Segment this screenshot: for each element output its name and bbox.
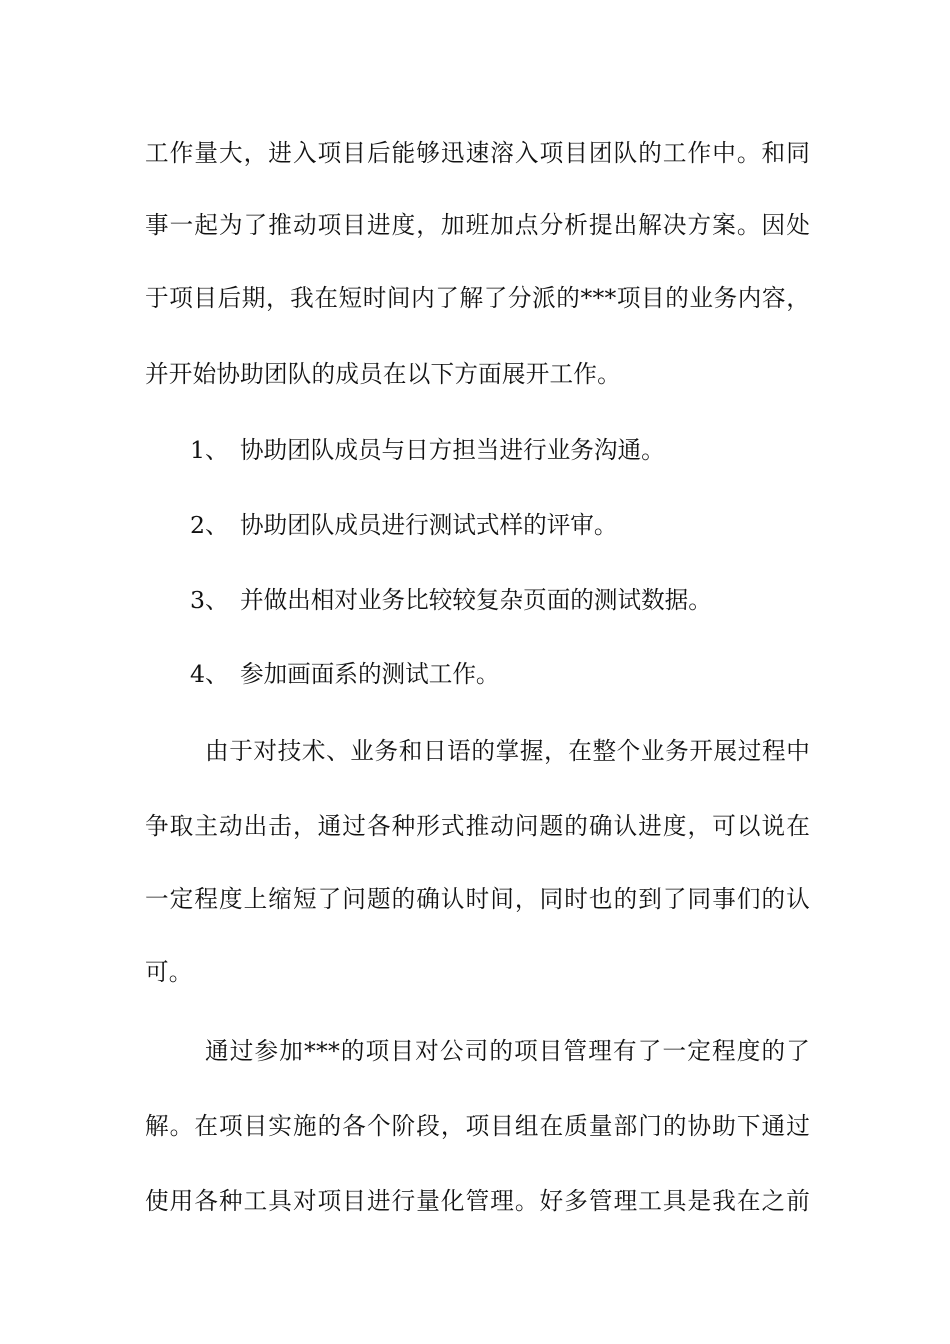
paragraph-2-line-1: 由于对技术、业务和日语的掌握，在整个业务开展过程中	[205, 737, 810, 765]
list-item-text: 并做出相对业务比较较复杂页面的测试数据。	[240, 586, 712, 614]
paragraph-3-line-3: 使用各种工具对项目进行量化管理。好多管理工具是我在之前	[145, 1187, 810, 1215]
list-item-number: 2、	[190, 511, 229, 539]
list-item-3	[190, 580, 712, 620]
paragraph-2-line-2: 争取主动出击，通过各种形式推动问题的确认进度，可以说在	[145, 812, 810, 840]
paragraph-1-line-2: 事一起为了推动项目进度，加班加点分析提出解决方案。因处	[145, 211, 810, 239]
list-item-text: 协助团队成员与日方担当进行业务沟通。	[240, 436, 665, 464]
list-item-number: 3、	[190, 586, 229, 614]
list-item-1	[190, 430, 665, 470]
paragraph-3-line-2: 解。在项目实施的各个阶段，项目组在质量部门的协助下通过	[145, 1112, 810, 1140]
paragraph-1-line-1: 工作量大，进入项目后能够迅速溶入项目团队的工作中。和同	[145, 139, 810, 167]
paragraph-1-line-4: 并开始协助团队的成员在以下方面展开工作。	[145, 360, 621, 388]
list-item-4	[190, 654, 500, 694]
paragraph-1-line-3: 于项目后期，我在短时间内了解了分派的***项目的业务内容，	[145, 284, 810, 312]
paragraph-2-line-4: 可。	[145, 958, 193, 986]
list-item-2	[190, 505, 618, 545]
paragraph-2-line-3: 一定程度上缩短了问题的确认时间，同时也的到了同事们的认	[145, 885, 810, 913]
list-item-text: 参加画面系的测试工作。	[240, 660, 500, 688]
paragraph-3-line-1: 通过参加***的项目对公司的项目管理有了一定程度的了	[205, 1037, 810, 1065]
list-item-number: 4、	[190, 660, 229, 688]
list-item-text: 协助团队成员进行测试式样的评审。	[240, 511, 618, 539]
list-item-number: 1、	[190, 436, 229, 464]
